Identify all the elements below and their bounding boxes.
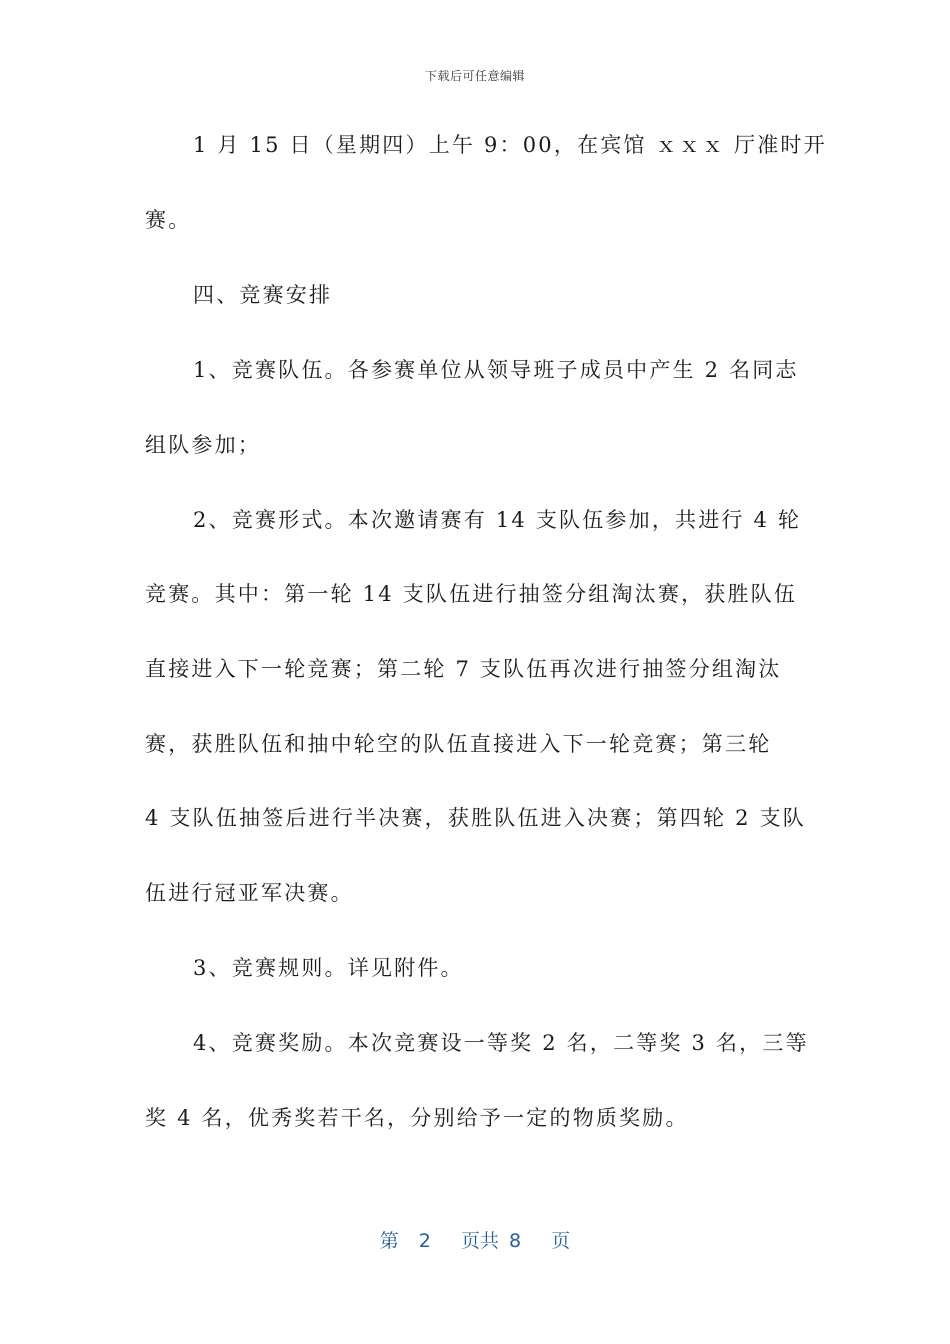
text-line: 1 月 15 日（星期四）上午 9：00，在宾馆 ｘｘｘ 厅准时开 (193, 133, 827, 157)
page-number: 第 2 页共 8 页 (379, 1230, 571, 1252)
text-line: 直接进入下一轮竞赛；第二轮 7 支队伍再次进行抽签分组淘汰 (145, 657, 782, 681)
text-line: 1、竞赛队伍。各参赛单位从领导班子成员中产生 2 名同志 (193, 358, 799, 382)
page-header-note: 下载后可任意编辑 (424, 69, 525, 83)
text-line: 赛，获胜队伍和抽中轮空的队伍直接进入下一轮竞赛；第三轮 (145, 732, 772, 756)
text-line: 组队参加； (145, 433, 261, 457)
section-heading: 四、竞赛安排 (193, 283, 333, 307)
text-line: 2、竞赛形式。本次邀请赛有 14 支队伍参加，共进行 4 轮 (193, 508, 802, 532)
text-line: 4 支队伍抽签后进行半决赛，获胜队伍进入决赛；第四轮 2 支队 (145, 806, 806, 830)
text-line: 竞赛。其中：第一轮 14 支队伍进行抽签分组淘汰赛，获胜队伍 (145, 582, 798, 606)
text-line: 赛。 (145, 208, 192, 232)
text-line: 3、竞赛规则。详见附件。 (193, 956, 464, 980)
text-line: 伍进行冠亚军决赛。 (145, 881, 354, 905)
text-line: 奖 4 名，优秀奖若干名，分别给予一定的物质奖励。 (145, 1106, 689, 1130)
text-line: 4、竞赛奖励。本次竞赛设一等奖 2 名，二等奖 3 名，三等 (193, 1031, 809, 1055)
